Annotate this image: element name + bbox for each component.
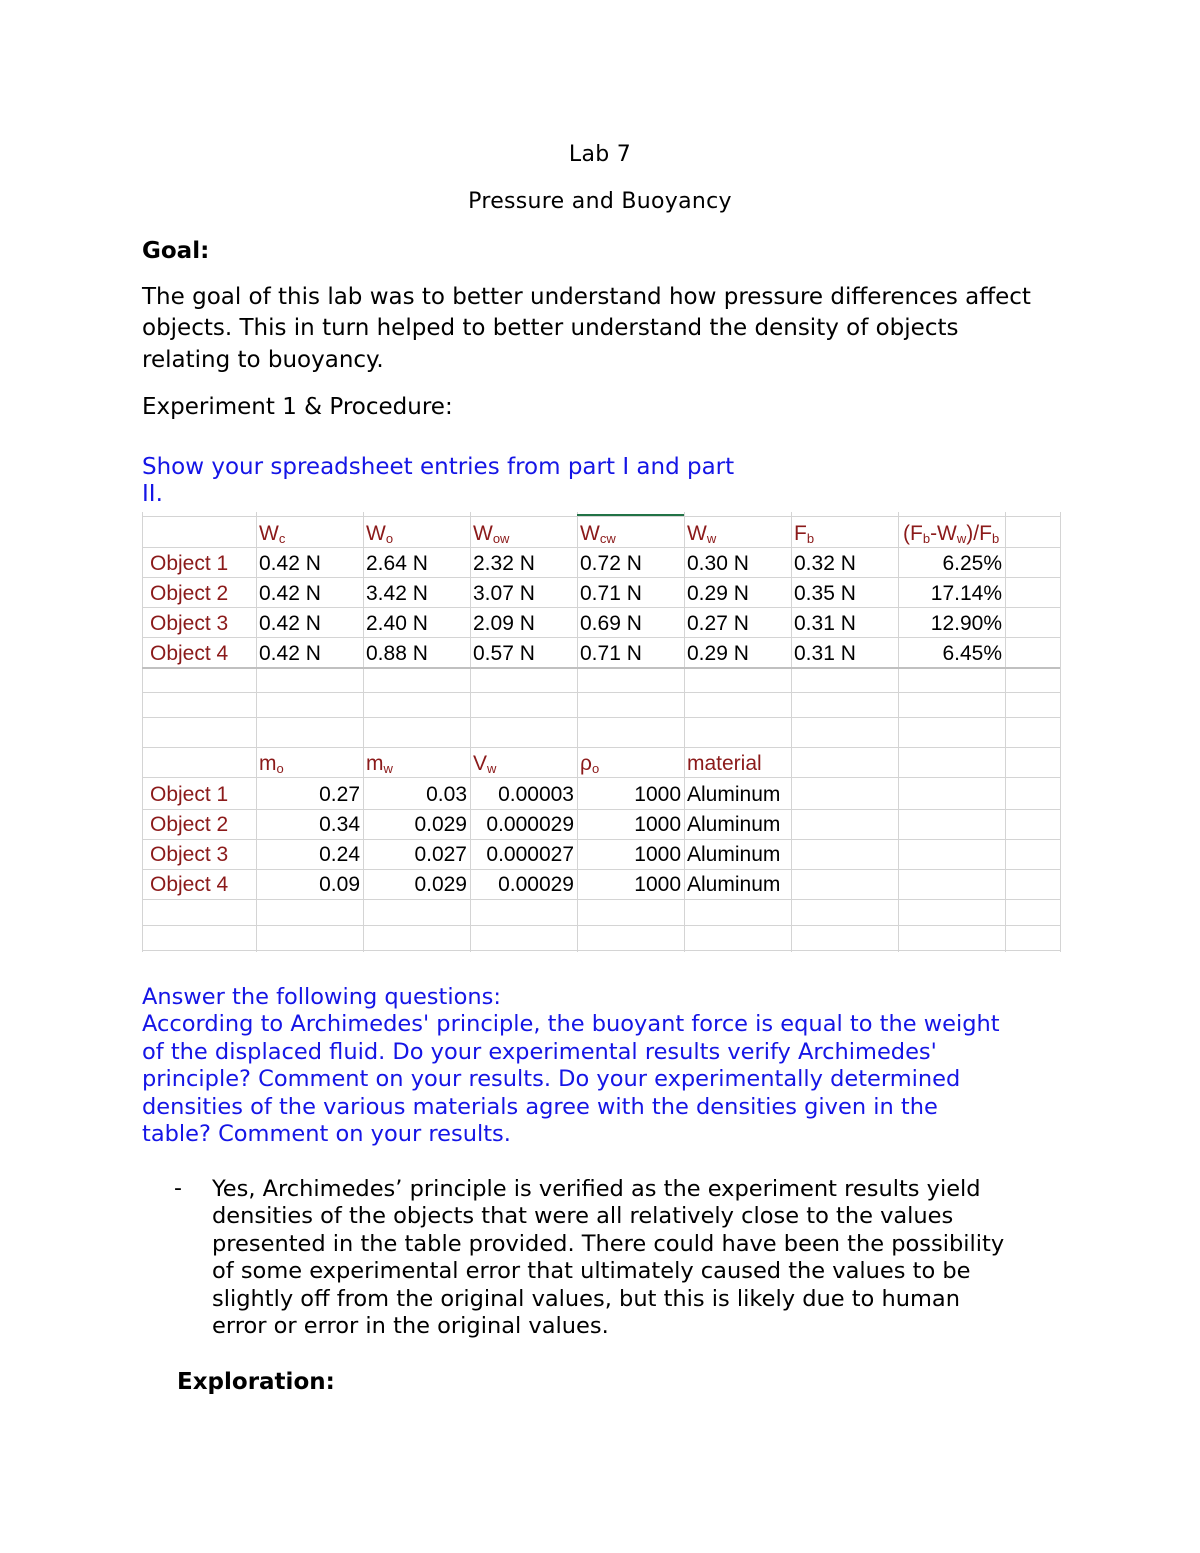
column-header bbox=[259, 752, 284, 776]
row-label: Object 3 bbox=[150, 612, 229, 635]
table-cell: 0.000029 bbox=[486, 813, 574, 836]
table-cell: 0.88 N bbox=[366, 642, 428, 665]
row-label: Object 1 bbox=[150, 783, 229, 806]
header-subscript: o bbox=[591, 761, 600, 776]
exploration-heading: Exploration: bbox=[177, 1369, 335, 1395]
header-subscript: w bbox=[956, 531, 967, 546]
table-cell: 0.42 N bbox=[259, 642, 321, 665]
header-symbol: W bbox=[580, 522, 600, 545]
row-label: Object 4 bbox=[150, 642, 229, 665]
table-cell: 0.31 N bbox=[794, 642, 856, 665]
table-cell: 12.90% bbox=[930, 612, 1002, 635]
table-cell: 1000 bbox=[634, 843, 681, 866]
answer-line: presented in the table provided. There could have been the possibility bbox=[212, 1231, 1005, 1257]
column-header bbox=[473, 752, 496, 776]
grid-line-vertical bbox=[1060, 512, 1061, 952]
table-cell: Aluminum bbox=[687, 843, 781, 866]
table-cell: 0.09 bbox=[319, 873, 360, 896]
answer-line: of some experimental error that ultimately caused the values to be bbox=[212, 1258, 971, 1284]
header-symbol: W bbox=[473, 522, 493, 545]
header-symbol: W bbox=[366, 522, 386, 545]
header-symbol: m bbox=[259, 752, 277, 775]
table-cell: 0.31 N bbox=[794, 612, 856, 635]
grid-line-vertical bbox=[684, 512, 685, 952]
answer-line: slightly off from the original values, but this is likely due to human bbox=[212, 1286, 960, 1312]
goal-heading: Goal: bbox=[142, 238, 210, 264]
header-subscript: c bbox=[278, 531, 286, 546]
table-cell: 0.42 N bbox=[259, 552, 321, 575]
grid-line-horizontal bbox=[142, 899, 1060, 900]
question-line: Answer the following questions: bbox=[142, 984, 501, 1010]
bullet-dash: - bbox=[174, 1176, 182, 1201]
table-cell: 0.72 N bbox=[580, 552, 642, 575]
page-subtitle: Pressure and Buoyancy bbox=[468, 189, 732, 214]
grid-line-horizontal bbox=[142, 667, 1060, 669]
table-cell: 0.029 bbox=[414, 873, 467, 896]
column-header bbox=[687, 522, 716, 546]
table-cell: 0.27 bbox=[319, 783, 360, 806]
grid-line-horizontal bbox=[142, 547, 1060, 548]
column-header-ratio bbox=[903, 522, 999, 546]
table-cell: 0.42 N bbox=[259, 582, 321, 605]
row-label: Object 3 bbox=[150, 843, 229, 866]
table-cell: 0.69 N bbox=[580, 612, 642, 635]
question-line: principle? Comment on your results. Do your experimentally determined bbox=[142, 1066, 961, 1092]
table-cell: 1000 bbox=[634, 783, 681, 806]
column-header bbox=[366, 522, 393, 546]
table-cell: 0.71 N bbox=[580, 582, 642, 605]
table-cell: 0.000027 bbox=[486, 843, 574, 866]
table-cell: 0.71 N bbox=[580, 642, 642, 665]
table-cell: 0.27 N bbox=[687, 612, 749, 635]
table-cell: 3.42 N bbox=[366, 582, 428, 605]
column-header bbox=[259, 522, 285, 546]
row-label: Object 1 bbox=[150, 552, 229, 575]
column-header bbox=[794, 522, 814, 546]
goal-line: objects. This in turn helped to better understand the density of objects bbox=[142, 315, 959, 341]
table-cell: 2.32 N bbox=[473, 552, 535, 575]
grid-line-vertical bbox=[142, 512, 143, 952]
experiment-heading: Experiment 1 & Procedure: bbox=[142, 394, 453, 420]
grid-line-vertical bbox=[1005, 512, 1006, 952]
question-line: According to Archimedes' principle, the buoyant force is equal to the weight bbox=[142, 1011, 1000, 1037]
header-symbol: F bbox=[794, 522, 807, 545]
header-subscript: ow bbox=[492, 531, 510, 546]
table-cell: 0.24 bbox=[319, 843, 360, 866]
table-cell: Aluminum bbox=[687, 873, 781, 896]
table-cell: 0.03 bbox=[426, 783, 467, 806]
table-cell: 0.57 N bbox=[473, 642, 535, 665]
experiment-prompt: Show your spreadsheet entries from part I and part bbox=[142, 454, 735, 480]
row-label: Object 4 bbox=[150, 873, 229, 896]
table-cell: 2.09 N bbox=[473, 612, 535, 635]
grid-line-horizontal bbox=[142, 869, 1060, 870]
grid-line-horizontal bbox=[142, 950, 1060, 951]
table-cell: 0.34 bbox=[319, 813, 360, 836]
table-cell: Aluminum bbox=[687, 783, 781, 806]
header-symbol: W bbox=[687, 522, 707, 545]
table-cell: 6.45% bbox=[942, 642, 1002, 665]
experiment-prompt: II. bbox=[142, 481, 163, 507]
table-cell: 0.00029 bbox=[498, 873, 574, 896]
grid-line-horizontal bbox=[142, 925, 1060, 926]
header-subscript: b bbox=[806, 531, 815, 546]
column-header bbox=[473, 522, 509, 546]
grid-line-horizontal bbox=[142, 809, 1060, 810]
header-subscript: cw bbox=[599, 531, 616, 546]
page-title: Lab 7 bbox=[568, 142, 632, 167]
header-subscript: o bbox=[385, 531, 394, 546]
grid-line-horizontal bbox=[142, 516, 1060, 517]
table-cell: 3.07 N bbox=[473, 582, 535, 605]
question-line: table? Comment on your results. bbox=[142, 1121, 511, 1147]
header-symbol: )/F bbox=[966, 522, 992, 545]
header-subscript: o bbox=[276, 761, 284, 776]
header-symbol: m bbox=[366, 752, 384, 775]
table-cell: 0.30 N bbox=[687, 552, 749, 575]
header-symbol: ρ bbox=[580, 752, 592, 775]
header-symbol: (F bbox=[903, 522, 923, 545]
row-label: Object 2 bbox=[150, 813, 229, 836]
table-cell: 0.32 N bbox=[794, 552, 856, 575]
answer-line: error or error in the original values. bbox=[212, 1313, 609, 1339]
table-cell: 0.35 N bbox=[794, 582, 856, 605]
grid-line-horizontal bbox=[142, 777, 1060, 778]
grid-line-vertical bbox=[791, 512, 792, 952]
column-header bbox=[687, 752, 762, 776]
header-symbol: material bbox=[687, 752, 762, 775]
header-subscript: w bbox=[383, 761, 393, 776]
table-cell: 2.40 N bbox=[366, 612, 428, 635]
grid-line-horizontal bbox=[142, 717, 1060, 718]
question-line: of the displaced fluid. Do your experimental results verify Archimedes' bbox=[142, 1039, 937, 1065]
table-cell: 0.027 bbox=[414, 843, 467, 866]
selected-cell-border bbox=[577, 514, 684, 516]
header-subscript: b bbox=[991, 531, 1000, 546]
table-cell: 0.00003 bbox=[498, 783, 574, 806]
grid-line-horizontal bbox=[142, 637, 1060, 638]
column-header bbox=[580, 522, 616, 546]
column-header bbox=[366, 752, 393, 776]
table-cell: 1000 bbox=[634, 813, 681, 836]
header-symbol: -W bbox=[930, 522, 957, 545]
table-cell: 17.14% bbox=[930, 582, 1002, 605]
spreadsheet-image bbox=[142, 512, 1060, 956]
column-header bbox=[580, 752, 599, 776]
grid-line-horizontal bbox=[142, 577, 1060, 578]
question-line: densities of the various materials agree with the densities given in the bbox=[142, 1094, 938, 1120]
table-cell: 6.25% bbox=[942, 552, 1002, 575]
answer-line: Yes, Archimedes’ principle is verified as the experiment results yield bbox=[212, 1176, 981, 1202]
table-cell: Aluminum bbox=[687, 813, 781, 836]
table-cell: 1000 bbox=[634, 873, 681, 896]
grid-line-horizontal bbox=[142, 692, 1060, 693]
header-symbol: W bbox=[259, 522, 279, 545]
goal-line: relating to buoyancy. bbox=[142, 347, 384, 373]
row-label: Object 2 bbox=[150, 582, 229, 605]
grid-line-vertical bbox=[898, 512, 899, 952]
grid-line-horizontal bbox=[142, 747, 1060, 748]
table-cell: 0.29 N bbox=[687, 642, 749, 665]
table-cell: 0.42 N bbox=[259, 612, 321, 635]
header-subscript: w bbox=[706, 531, 717, 546]
grid-line-horizontal bbox=[142, 839, 1060, 840]
table-cell: 2.64 N bbox=[366, 552, 428, 575]
header-subscript: b bbox=[922, 531, 931, 546]
header-symbol: V bbox=[473, 752, 488, 775]
goal-line: The goal of this lab was to better understand how pressure differences affect bbox=[142, 284, 1031, 310]
table-cell: 0.29 N bbox=[687, 582, 749, 605]
answer-line: densities of the objects that were all relatively close to the values bbox=[212, 1203, 954, 1229]
table-cell: 0.029 bbox=[414, 813, 467, 836]
grid-line-horizontal bbox=[142, 607, 1060, 608]
header-subscript: w bbox=[487, 761, 497, 776]
